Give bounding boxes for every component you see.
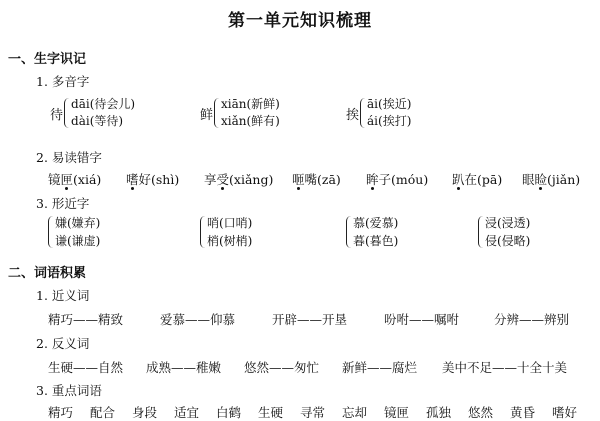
antonym-pair: 新鲜——腐烂 — [342, 360, 418, 375]
key-word: 悠然 — [468, 405, 494, 420]
antonym-pair: 成熟——稚嫩 — [146, 360, 222, 375]
subheading-misread: 2. 易读错字 — [36, 150, 102, 165]
pair-item: 谦(谦虚) — [55, 234, 101, 248]
brace-icon — [64, 98, 69, 128]
misread-word — [522, 170, 580, 188]
polyphone-reading: dāi(待会儿) — [71, 97, 136, 111]
word-pinyin: (xiá) — [73, 172, 102, 187]
synonym-pair: 开辟——开垦 — [272, 312, 348, 327]
key-word: 身段 — [132, 405, 158, 420]
pair-item: 侵(侵略) — [485, 234, 531, 248]
similar-char-pair — [478, 214, 530, 250]
section-heading-vocabulary: 二、词语积累 — [8, 266, 87, 281]
subheading-polyphones: 1. 多音字 — [36, 74, 90, 89]
similar-char-pair — [48, 214, 100, 250]
pair-item: 慕(爱慕) — [353, 216, 399, 230]
polyphone-reading: dài(等待) — [71, 114, 124, 128]
section-heading-characters: 一、生字识记 — [8, 52, 87, 67]
word-pinyin: 好(shì) — [138, 172, 180, 187]
antonym-pair: 生硬——自然 — [48, 360, 124, 375]
synonym-pair: 精巧——精致 — [48, 312, 124, 327]
word-part: 镜 — [48, 172, 61, 187]
pair-item: 哨(口哨) — [207, 216, 253, 230]
polyphone-reading: xiǎn(鲜有) — [221, 114, 280, 128]
dotted-character: 受 — [216, 172, 230, 187]
key-word: 镜匣 — [384, 405, 410, 420]
dotted-character: 嗜 — [126, 172, 139, 187]
key-word: 生硬 — [258, 405, 284, 420]
word-pinyin: (jiǎn) — [547, 172, 581, 187]
antonym-pair: 美中不足——十全十美 — [442, 360, 568, 375]
misread-word — [366, 170, 428, 188]
brace-icon — [200, 216, 205, 248]
pair-item: 嫌(嫌弃) — [55, 216, 101, 230]
key-word: 寻常 — [300, 405, 326, 420]
brace-icon — [48, 216, 53, 248]
key-word: 孤独 — [426, 405, 452, 420]
polyphone-group — [50, 96, 135, 130]
brace-icon — [478, 216, 483, 248]
word-part: 享 — [204, 172, 217, 187]
polyphone-group — [346, 96, 411, 130]
polyphone-character: 鲜 — [200, 107, 214, 123]
subheading-key-words: 3. 重点词语 — [36, 383, 102, 398]
word-pinyin: 在(pā) — [464, 172, 503, 187]
dotted-character: 眸 — [366, 172, 379, 187]
brace-icon — [214, 98, 219, 128]
misread-word — [48, 170, 101, 188]
subheading-similar-chars: 3. 形近字 — [36, 196, 90, 211]
pair-item: 梢(树梢) — [207, 234, 253, 248]
misread-word — [292, 170, 341, 188]
page-title: 第一单元知识梳理 — [228, 11, 372, 31]
misread-word — [204, 170, 273, 188]
similar-char-pair — [346, 214, 398, 250]
polyphone-reading: xiān(新鲜) — [221, 97, 280, 111]
polyphone-character: 挨 — [346, 107, 360, 123]
polyphone-character: 待 — [50, 107, 64, 123]
dotted-character: 趴 — [452, 172, 465, 187]
misread-word — [126, 170, 179, 188]
word-pinyin: (xiǎng) — [229, 172, 274, 187]
word-part: 眼 — [522, 172, 535, 187]
polyphone-group — [200, 96, 280, 130]
dotted-character: 咂 — [292, 172, 305, 187]
key-word: 白鹤 — [216, 405, 242, 420]
antonym-pair: 悠然——匆忙 — [244, 360, 320, 375]
polyphone-reading: ái(挨打) — [367, 114, 412, 128]
brace-icon — [360, 98, 365, 128]
key-word: 配合 — [90, 405, 116, 420]
polyphone-reading: āi(挨近) — [367, 97, 412, 111]
brace-icon — [346, 216, 351, 248]
similar-char-pair — [200, 214, 252, 250]
misread-word — [452, 170, 502, 188]
synonym-pair: 爱慕——仰慕 — [160, 312, 236, 327]
key-word: 精巧 — [48, 405, 74, 420]
key-word: 适宜 — [174, 405, 200, 420]
dotted-character: 睑 — [534, 172, 548, 187]
subheading-synonyms: 1. 近义词 — [36, 288, 90, 303]
synonym-pair: 分辨——辨别 — [494, 312, 570, 327]
word-pinyin: 嘴(zā) — [304, 172, 341, 187]
word-pinyin: 子(móu) — [378, 172, 429, 187]
subheading-antonyms: 2. 反义词 — [36, 336, 90, 351]
dotted-character: 匣 — [60, 172, 74, 187]
key-word: 黄昏 — [510, 405, 536, 420]
pair-item: 浸(浸透) — [485, 216, 531, 230]
key-word: 忘却 — [342, 405, 368, 420]
synonym-pair: 吩咐——嘱咐 — [384, 312, 460, 327]
key-word: 嗜好 — [552, 405, 578, 420]
pair-item: 暮(暮色) — [353, 234, 399, 248]
